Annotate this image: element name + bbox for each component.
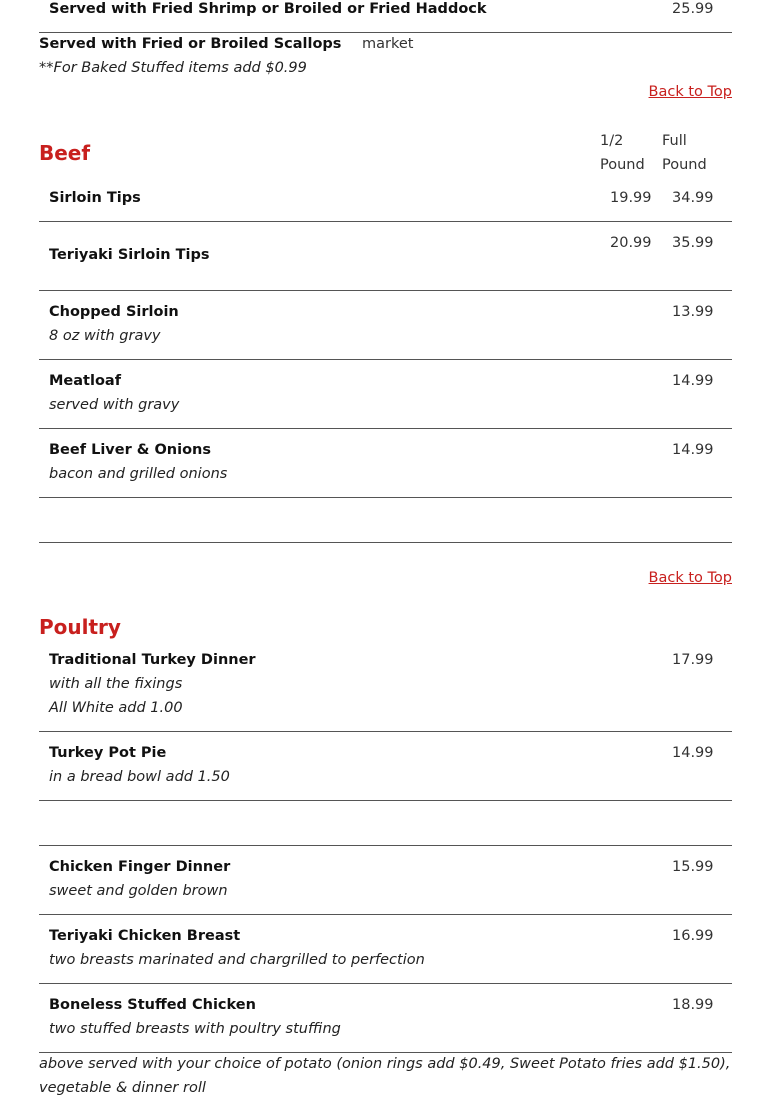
item-desc-teriyaki-chicken-breast: two breasts marinated and chargrilled to perfection [49, 952, 425, 968]
item-desc-chicken-finger-dinner: sweet and golden brown [49, 883, 228, 899]
item-desc2-turkey-dinner: All White add 1.00 [49, 700, 183, 716]
divider [39, 983, 732, 984]
divider [39, 290, 732, 291]
item-price-full-teriyaki-sirloin: 35.99 [672, 235, 714, 251]
divider [39, 731, 732, 732]
item-desc-meatloaf: served with gravy [49, 397, 180, 413]
item-name-sirloin-tips: Sirloin Tips [49, 190, 141, 206]
divider [39, 497, 732, 498]
item-name-boneless-stuffed-chicken: Boneless Stuffed Chicken [49, 997, 256, 1013]
item-price-half-teriyaki-sirloin: 20.99 [610, 235, 652, 251]
item-name-turkey-dinner: Traditional Turkey Dinner [49, 652, 256, 668]
back-to-top-link[interactable]: Back to Top [648, 84, 732, 100]
item-desc-chopped-sirloin: 8 oz with gravy [49, 328, 161, 344]
item-price-meatloaf: 14.99 [672, 373, 714, 389]
column-header-half-line1: 1/2 [600, 133, 624, 149]
column-header-half-pound [600, 129, 645, 177]
divider [39, 32, 732, 33]
item-price-chicken-finger-dinner: 15.99 [672, 859, 714, 875]
back-to-top-link[interactable]: Back to Top [648, 570, 732, 586]
item-name-chopped-sirloin: Chopped Sirloin [49, 304, 179, 320]
item-price-turkey-dinner: 17.99 [672, 652, 714, 668]
item-name-turkey-pot-pie: Turkey Pot Pie [49, 745, 167, 761]
item-desc-turkey-pot-pie: in a bread bowl add 1.50 [49, 769, 230, 785]
item-price-beef-liver-onions: 14.99 [672, 442, 714, 458]
divider [39, 845, 732, 846]
item-name-meatloaf: Meatloaf [49, 373, 122, 389]
item-price-full-sirloin-tips: 34.99 [672, 190, 714, 206]
item-name-beef-liver-onions: Beef Liver & Onions [49, 442, 211, 458]
divider [39, 1052, 732, 1053]
column-header-full-pound [662, 129, 707, 177]
item-name-scallops: Served with Fried or Broiled Scallops [39, 36, 342, 52]
item-desc-beef-liver-onions: bacon and grilled onions [49, 466, 228, 482]
item-price-shrimp-haddock: 25.99 [672, 1, 714, 17]
column-header-half-line2: Pound [600, 157, 645, 173]
item-name-shrimp-haddock: Served with Fried Shrimp or Broiled or Fried Haddock [49, 1, 487, 17]
divider [39, 542, 732, 543]
item-price-scallops: market [362, 36, 414, 52]
column-header-full-line1: Full [662, 133, 687, 149]
item-desc-boneless-stuffed-chicken: two stuffed breasts with poultry stuffing [49, 1021, 341, 1037]
item-name-teriyaki-sirloin-tips: Teriyaki Sirloin Tips [49, 247, 210, 263]
divider [39, 428, 732, 429]
item-price-half-sirloin-tips: 19.99 [610, 190, 652, 206]
section-title-beef: Beef [39, 141, 91, 165]
poultry-footnote: above served with your choice of potato (onion rings add $0.49, Sweet Potato fries add $1.50), [39, 1056, 731, 1072]
column-header-full-line2: Pound [662, 157, 707, 173]
item-name-teriyaki-chicken-breast: Teriyaki Chicken Breast [49, 928, 241, 944]
item-price-boneless-stuffed-chicken: 18.99 [672, 997, 714, 1013]
poultry-footnote-line2: vegetable & dinner roll [39, 1080, 206, 1096]
item-name-chicken-finger-dinner: Chicken Finger Dinner [49, 859, 231, 875]
section-title-poultry: Poultry [39, 615, 121, 639]
divider [39, 914, 732, 915]
item-price-turkey-pot-pie: 14.99 [672, 745, 714, 761]
item-desc-turkey-dinner: with all the fixings [49, 676, 183, 692]
item-price-teriyaki-chicken-breast: 16.99 [672, 928, 714, 944]
divider [39, 359, 732, 360]
item-price-chopped-sirloin: 13.99 [672, 304, 714, 320]
divider [39, 221, 732, 222]
divider [39, 800, 732, 801]
stuffed-items-note: **For Baked Stuffed items add $0.99 [39, 60, 307, 76]
